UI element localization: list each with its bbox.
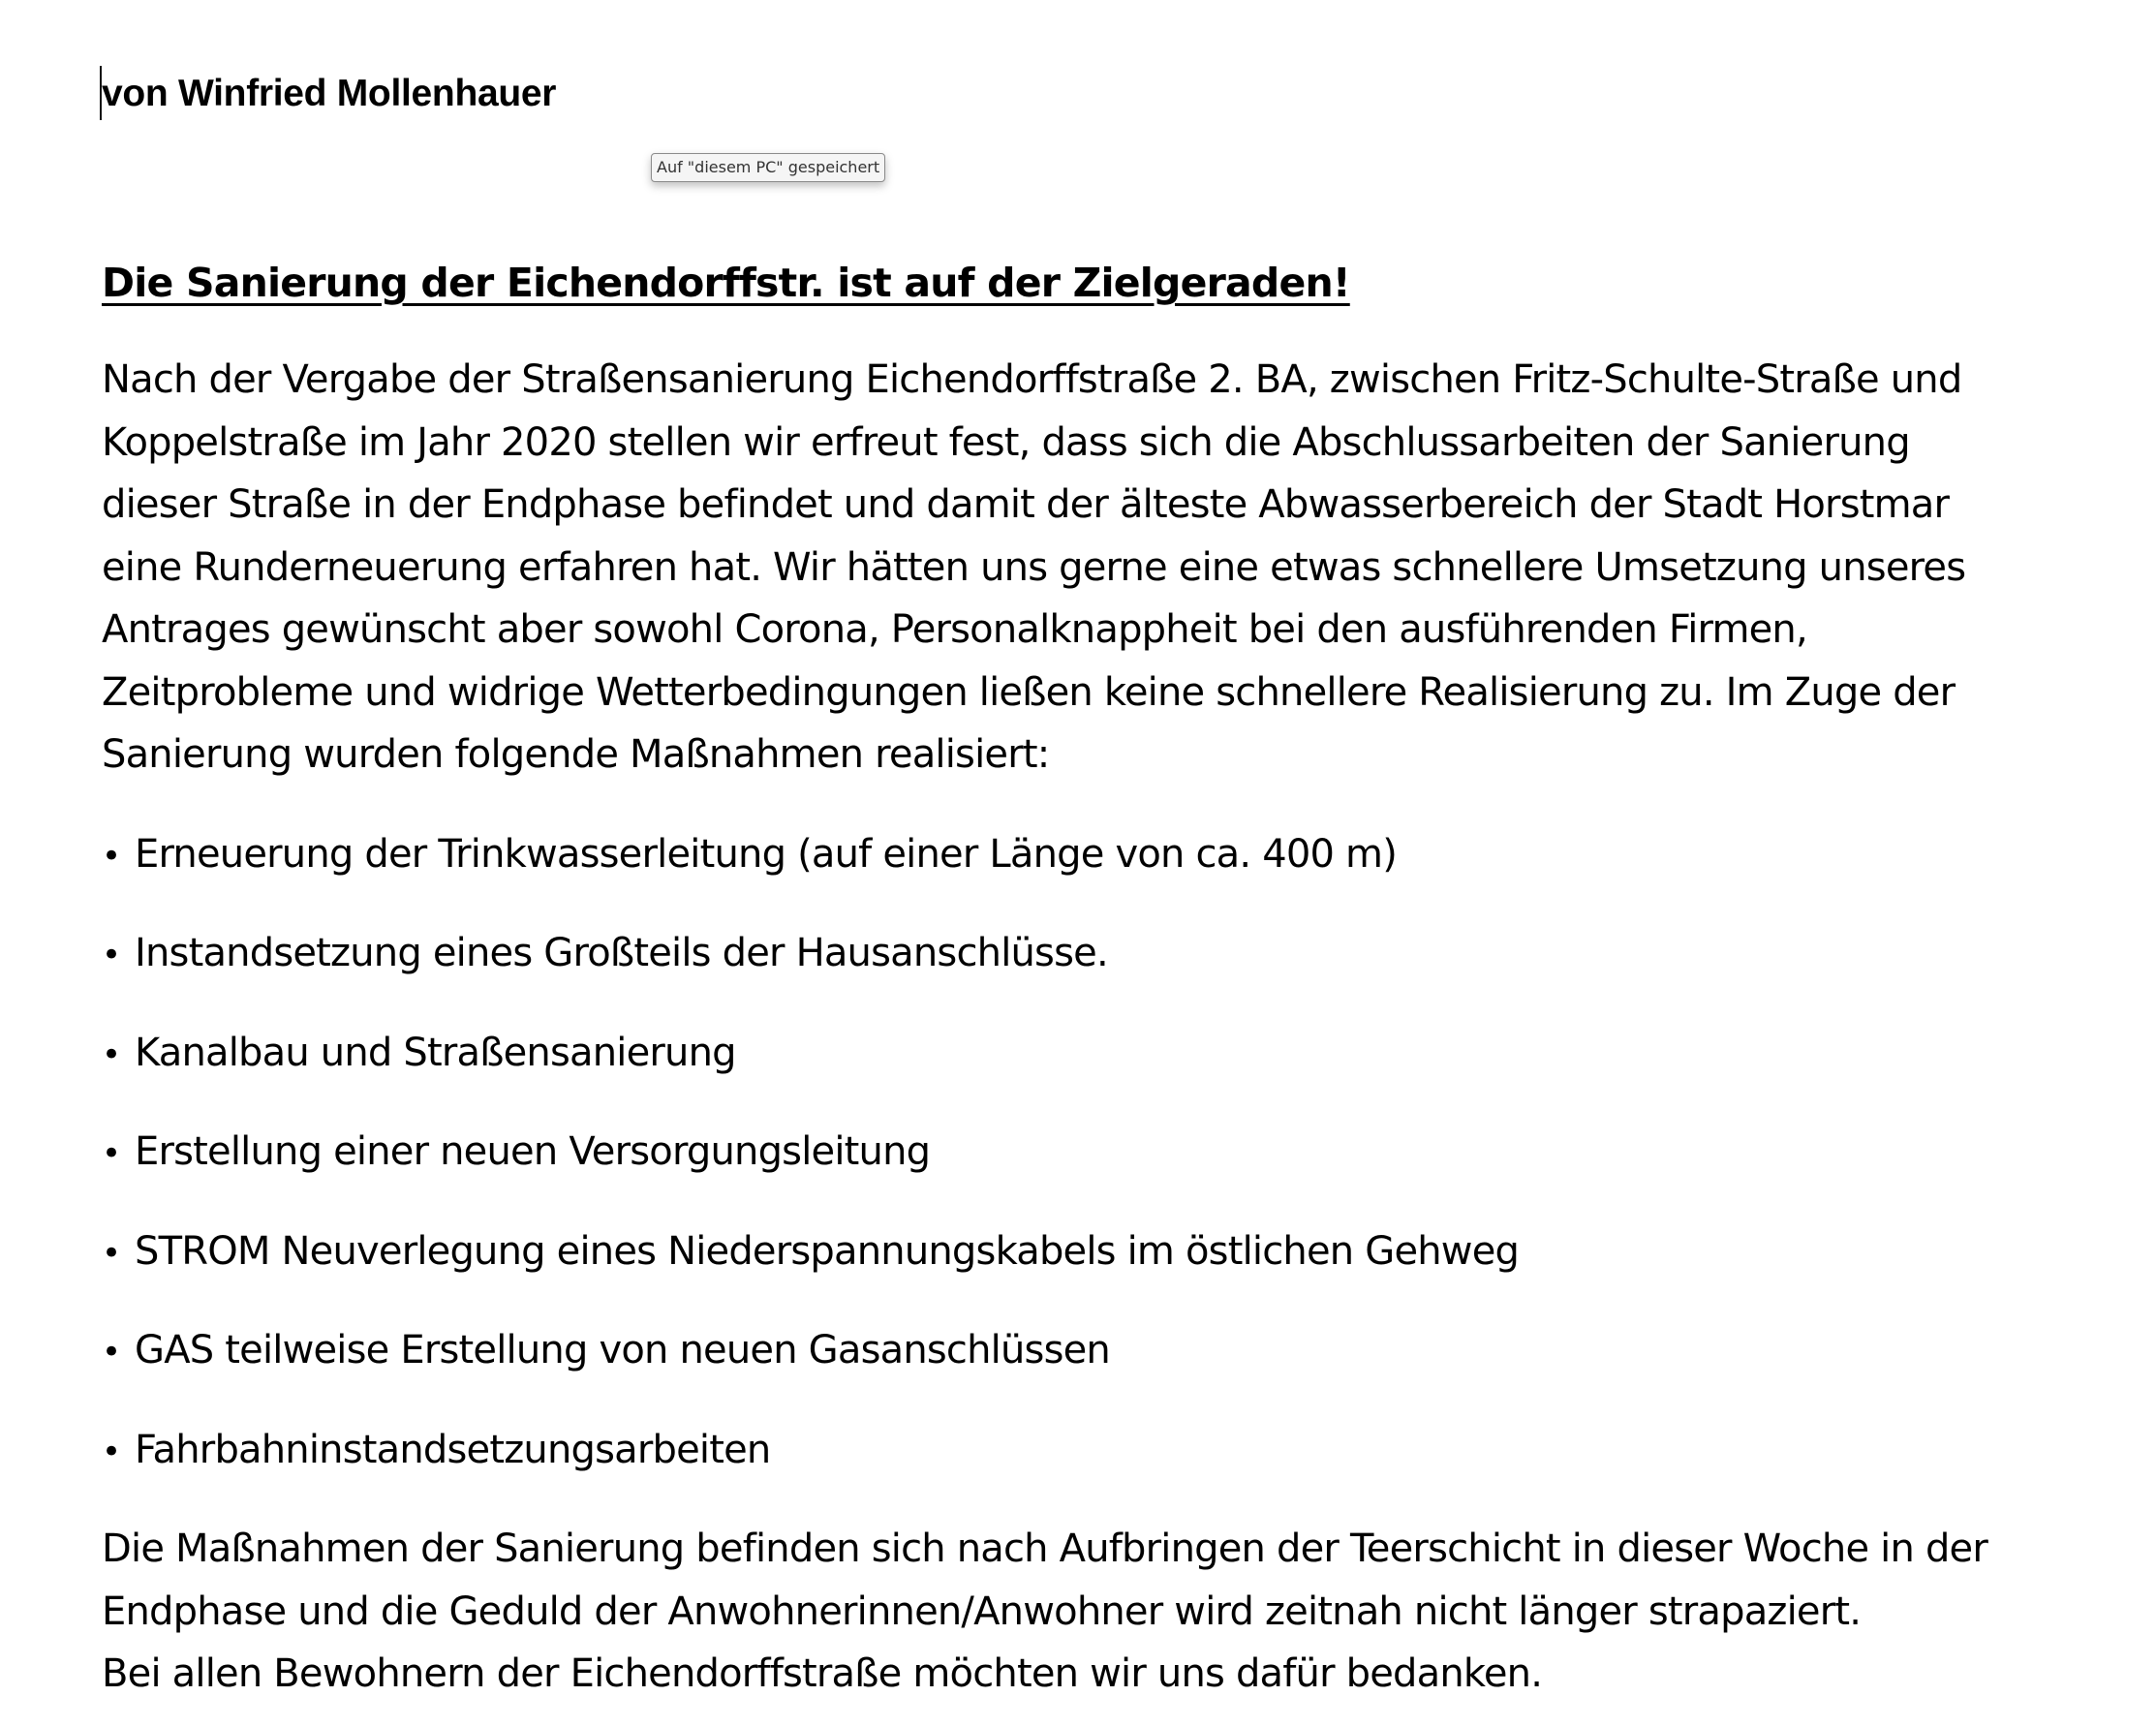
list-item-text: GAS teilweise Erstellung von neuen Gasanschlüssen	[135, 1328, 1110, 1372]
bullet-icon: •	[102, 936, 121, 974]
article-body	[102, 252, 2116, 1706]
paragraph-line: dieser Straße in der Endphase befindet und damit der älteste Abwasserbereich der Stadt Horstmar	[102, 482, 1950, 527]
paragraph-line: Die Maßnahmen der Sanierung befinden sich nach Aufbringen der Teerschicht in dieser Woche in der	[102, 1527, 1987, 1571]
bullet-icon: •	[102, 836, 121, 876]
list-item-text: Fahrbahninstandsetzungsarbeiten	[135, 1427, 771, 1472]
bullet-icon: •	[102, 1233, 121, 1273]
list-item	[102, 1419, 2116, 1482]
list-item	[102, 823, 2116, 886]
bullet-icon: •	[102, 1333, 121, 1372]
paragraph-line: Sanierung wurden folgende Maßnahmen realisiert:	[102, 732, 1050, 777]
article-headline: Die Sanierung der Eichendorffstr. ist auf der Zielgeraden!	[102, 260, 1350, 306]
list-item	[102, 1319, 2116, 1382]
list-item-text: Erneuerung der Trinkwasserleitung (auf einer Länge von ca. 400 m)	[135, 831, 1398, 877]
paragraph-line: Zeitprobleme und widrige Wetterbedingungen ließen keine schnellere Realisierung zu. Im Zuge der	[102, 669, 1956, 715]
author-line: von Winfried Mollenhauer	[102, 73, 557, 114]
paragraph-line: Antrages gewünscht aber sowohl Corona, Personalknappheit bei den ausführenden Firmen,	[102, 607, 1807, 652]
bullet-icon: •	[102, 1432, 121, 1471]
intro-paragraph	[102, 349, 2116, 786]
paragraph-line: Bei allen Bewohnern der Eichendorffstraße möchten wir uns dafür bedanken.	[102, 1651, 1543, 1696]
list-item-text: Kanalbau und Straßensanierung	[135, 1030, 736, 1075]
paragraph-line: Nach der Vergabe der Straßensanierung Eichendorffstraße 2. BA, zwischen Fritz-Schulte-Straße und	[102, 357, 1962, 402]
list-item	[102, 1220, 2116, 1283]
list-item-text: Erstellung einer neuen Versorgungsleitung	[135, 1129, 931, 1174]
bullet-icon: •	[102, 1134, 121, 1173]
measures-list	[102, 823, 2116, 1482]
bullet-icon: •	[102, 1034, 121, 1074]
list-item-text: STROM Neuverlegung eines Niederspannungskabels im östlichen Gehweg	[135, 1228, 1520, 1274]
list-item-text: Instandsetzung eines Großteils der Hausanschlüsse.	[135, 931, 1108, 975]
list-item	[102, 922, 2116, 985]
list-item	[102, 1121, 2116, 1184]
paragraph-line: Endphase und die Geduld der Anwohnerinnen/Anwohner wird zeitnah nicht länger strapaziert.	[102, 1588, 1862, 1634]
paragraph-line: Koppelstraße im Jahr 2020 stellen wir erfreut fest, dass sich die Abschlussarbeiten der Sanierung	[102, 419, 1910, 465]
paragraph-line: eine Runderneuerung erfahren hat. Wir hätten uns gerne eine etwas schnellere Umsetzung unseres	[102, 544, 1966, 590]
list-item	[102, 1022, 2116, 1085]
save-status-tooltip: Auf "diesem PC" gespeichert	[651, 153, 885, 182]
closing-paragraph	[102, 1518, 2116, 1706]
